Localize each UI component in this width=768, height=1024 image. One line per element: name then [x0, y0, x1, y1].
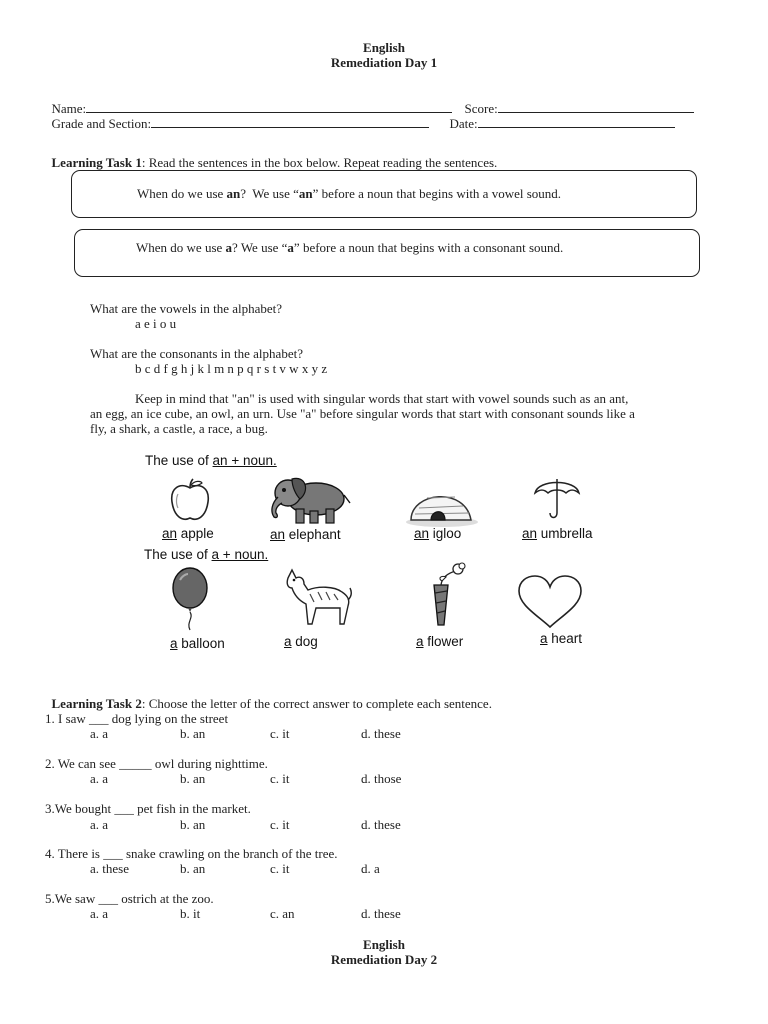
q2-option-a[interactable]: a. a	[90, 771, 109, 786]
date-label: Date:	[449, 116, 478, 131]
q1-option-c[interactable]: c. it	[270, 726, 290, 741]
dog-icon	[282, 566, 352, 628]
q3-option-d[interactable]: d. these	[361, 817, 401, 832]
next-page-title: Remediation Day 2	[330, 952, 438, 967]
grade-field-row	[45, 100, 429, 132]
question-3: 3.We bought ___ pet fish in the market.	[45, 801, 251, 816]
rule-a-text: When do we use a? We use “a” before a noun that begins with a consonant sound.	[136, 240, 564, 255]
consonants-question: What are the consonants in the alphabet?	[90, 346, 303, 361]
flower-icon	[426, 561, 470, 627]
question-5: 5.We saw ___ ostrich at the zoo.	[45, 891, 214, 906]
q2-option-d[interactable]: d. those	[361, 771, 402, 786]
q3-option-b[interactable]: b. an	[180, 817, 206, 832]
q5-option-a[interactable]: a. a	[90, 906, 109, 921]
rule-box-a	[74, 229, 700, 277]
q5-option-d[interactable]: d. these	[361, 906, 401, 921]
apple-icon	[168, 478, 212, 524]
paragraph-line-1: Keep in mind that "an" is used with singular words that start with vowel sounds such as an ant,	[135, 391, 629, 406]
q1-option-d[interactable]: d. these	[361, 726, 401, 741]
q4-option-b[interactable]: b. an	[180, 861, 206, 876]
umbrella-icon	[532, 473, 582, 523]
heart-icon	[517, 575, 583, 629]
caption-a-heart: a heart	[540, 631, 583, 646]
next-page-subject: English	[363, 937, 405, 952]
q4-option-c[interactable]: c. it	[270, 861, 290, 876]
page-title: Remediation Day 1	[330, 55, 438, 70]
caption-an-elephant: an elephant	[270, 527, 341, 542]
q2-option-b[interactable]: b. an	[180, 771, 206, 786]
caption-a-balloon: a balloon	[170, 636, 225, 651]
an-noun-heading: The use of an + noun.	[145, 453, 277, 468]
elephant-icon	[266, 473, 352, 527]
question-4: 4. There is ___ snake crawling on the branch of the tree.	[45, 846, 338, 861]
task1-instruction: : Read the sentences in the box below. Repeat reading the sentences.	[141, 155, 498, 170]
question-1: 1. I saw ___ dog lying on the street	[45, 711, 229, 726]
q1-option-a[interactable]: a. a	[90, 726, 109, 741]
question-2: 2. We can see _____ owl during nighttime.	[45, 756, 268, 771]
paragraph-line-2: an egg, an ice cube, an owl, an urn. Use "a" before singular words that start with consonant sounds like a	[90, 406, 635, 421]
date-input-line[interactable]	[478, 117, 675, 128]
q4-option-a[interactable]: a. these	[90, 861, 129, 876]
grade-section-label: Grade and Section:	[51, 116, 152, 131]
q3-option-c[interactable]: c. it	[270, 817, 290, 832]
q2-option-c[interactable]: c. it	[270, 771, 290, 786]
task1-heading	[45, 139, 497, 171]
igloo-icon	[405, 480, 479, 528]
task1-label: Learning Task 1	[51, 155, 142, 170]
vowels-question: What are the vowels in the alphabet?	[90, 301, 283, 316]
caption-an-apple: an apple	[162, 526, 214, 541]
caption-an-igloo: an igloo	[414, 526, 462, 541]
page-subject: English	[363, 40, 405, 55]
consonants-list: b c d f g h j k l m n p q r s t v w x y z	[135, 361, 328, 376]
task2-label: Learning Task 2	[51, 696, 142, 711]
q5-option-b[interactable]: b. it	[180, 906, 201, 921]
q4-option-d[interactable]: d. a	[361, 861, 380, 876]
rule-an-text: When do we use an? We use “an” before a noun that begins with a vowel sound.	[137, 186, 562, 201]
caption-a-flower: a flower	[416, 634, 464, 649]
a-noun-heading: The use of a + noun.	[144, 547, 269, 562]
score-label: Score:	[464, 101, 498, 116]
date-field-row	[443, 100, 675, 132]
task2-heading	[45, 680, 492, 712]
caption-a-dog: a dog	[284, 634, 318, 649]
rule-box-an	[71, 170, 697, 218]
caption-an-umbrella: an umbrella	[522, 526, 593, 541]
q1-option-b[interactable]: b. an	[180, 726, 206, 741]
grade-section-input-line[interactable]	[151, 117, 429, 128]
q3-option-a[interactable]: a. a	[90, 817, 109, 832]
q5-option-c[interactable]: c. an	[270, 906, 295, 921]
balloon-icon	[168, 566, 212, 632]
paragraph-line-3: fly, a shark, a castle, a race, a bug.	[90, 421, 268, 436]
name-label: Name:	[51, 101, 87, 116]
vowels-list: a e i o u	[135, 316, 177, 331]
task2-instruction: : Choose the letter of the correct answer to complete each sentence.	[141, 696, 492, 711]
